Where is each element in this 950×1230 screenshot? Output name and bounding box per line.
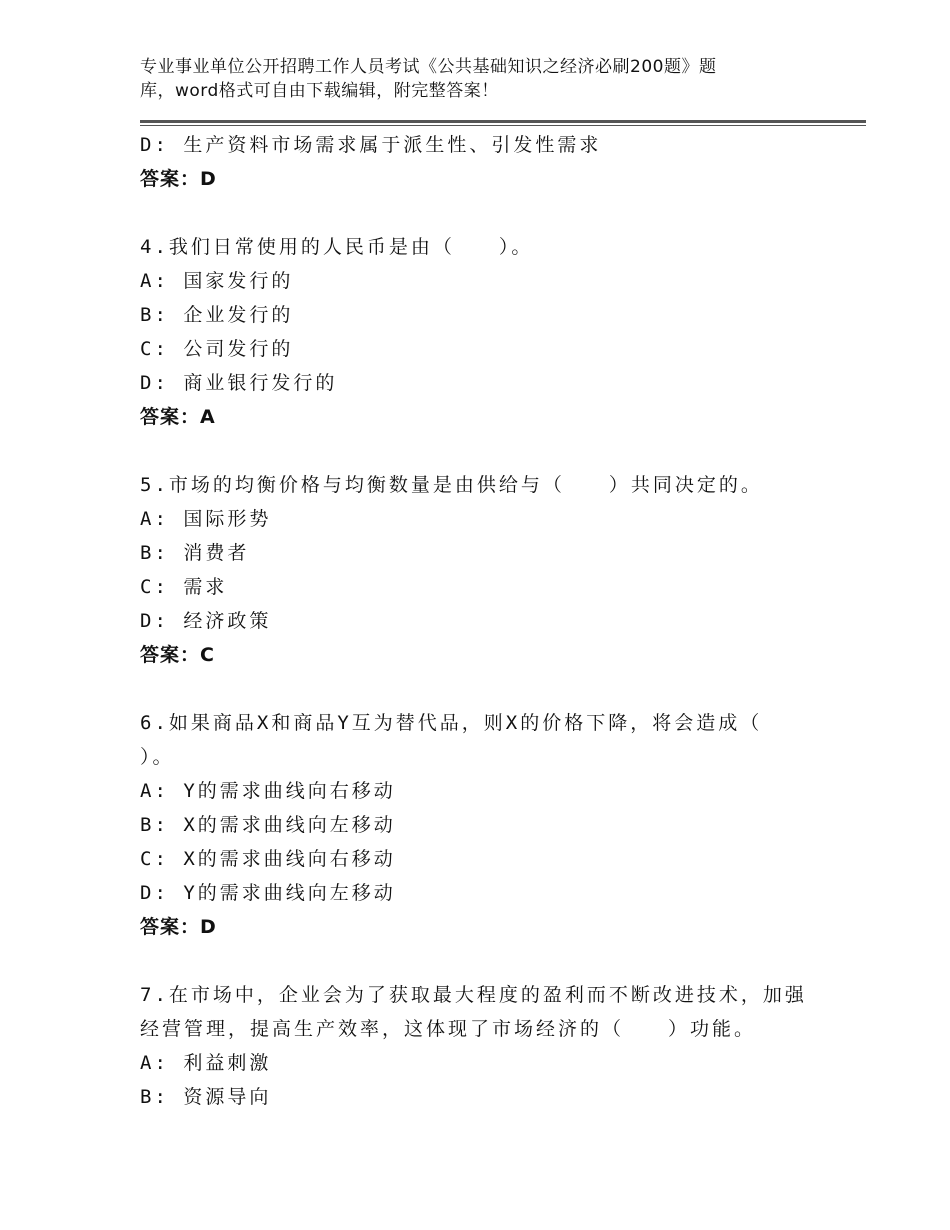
option-b: B: 企业发行的: [140, 304, 294, 326]
option-d: D: Y的需求曲线向左移动: [140, 882, 396, 904]
question-5: [140, 468, 840, 672]
question-7: [140, 978, 840, 1114]
header-rule-thin: [140, 125, 866, 126]
spacer: [140, 672, 840, 706]
document-header: [140, 55, 780, 103]
question-text: 4.我们日常使用的人民币是由（ ）。: [140, 236, 534, 258]
question-text-continued: ）。: [140, 746, 175, 768]
question-4: [140, 230, 840, 434]
question-3-tail: [140, 128, 840, 196]
answer: 答案：A: [140, 406, 216, 428]
document-body: [140, 128, 840, 1114]
option-c: C: X的需求曲线向右移动: [140, 848, 396, 870]
spacer: [140, 944, 840, 978]
option-a: A: 利益刺激: [140, 1052, 272, 1074]
question-text: 7.在市场中，企业会为了获取最大程度的盈利而不断改进技术，加强: [140, 984, 807, 1006]
option-d: D: 生产资料市场需求属于派生性、引发性需求: [140, 134, 602, 156]
question-text: 5.市场的均衡价格与均衡数量是由供给与（ ）共同决定的。: [140, 474, 763, 496]
question-text-continued: 经营管理，提高生产效率，这体现了市场经济的（ ）功能。: [140, 1018, 757, 1040]
answer: 答案：C: [140, 644, 215, 666]
question-6: [140, 706, 840, 944]
option-d: D: 商业银行发行的: [140, 372, 338, 394]
option-b: B: X的需求曲线向左移动: [140, 814, 396, 836]
header-line-1: 专业事业单位公开招聘工作人员考试《公共基础知识之经济必刷200题》题: [140, 57, 717, 77]
option-a: A: 国际形势: [140, 508, 272, 530]
spacer: [140, 196, 840, 230]
spacer: [140, 434, 840, 468]
option-c: C: 需求: [140, 576, 228, 598]
header-rule-thick: [140, 120, 866, 123]
option-b: B: 消费者: [140, 542, 250, 564]
option-a: A: Y的需求曲线向右移动: [140, 780, 396, 802]
header-line-2: 库，word格式可自由下载编辑，附完整答案！: [140, 81, 499, 101]
option-b: B: 资源导向: [140, 1086, 272, 1108]
answer: 答案：D: [140, 916, 217, 938]
option-a: A: 国家发行的: [140, 270, 294, 292]
option-c: C: 公司发行的: [140, 338, 294, 360]
answer: 答案：D: [140, 168, 217, 190]
option-d: D: 经济政策: [140, 610, 272, 632]
question-text: 6.如果商品X和商品Y互为替代品，则X的价格下降，将会造成（: [140, 712, 763, 734]
